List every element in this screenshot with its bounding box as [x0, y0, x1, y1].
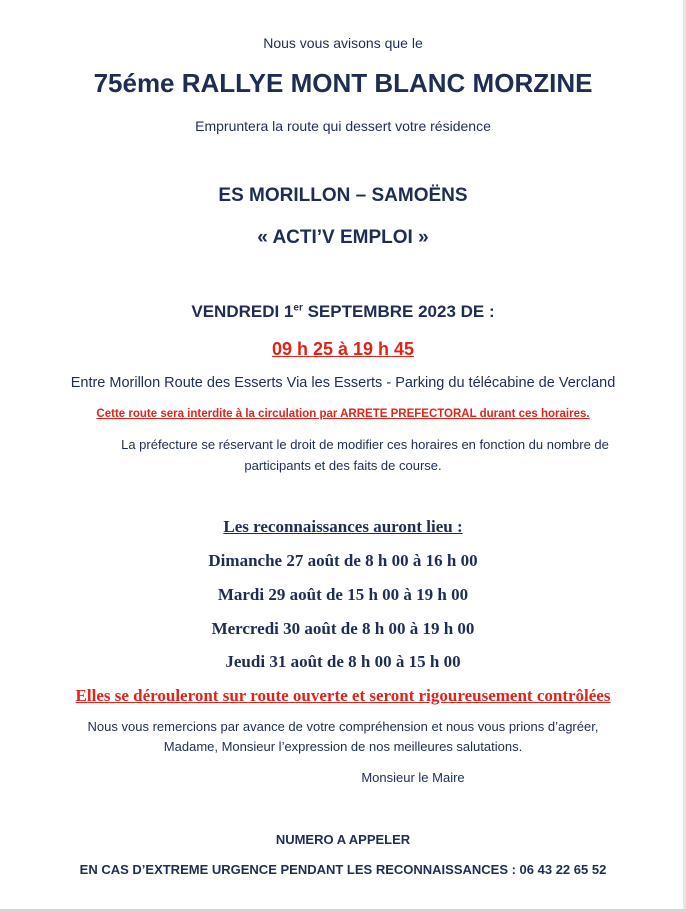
- date-superscript: er: [293, 302, 303, 314]
- event-title: 75éme RALLYE MONT BLANC MORZINE: [93, 68, 593, 98]
- reconnaissance-day: Jeudi 31 août de 8 h 00 à 15 h 00: [225, 652, 461, 671]
- stage-date: [0, 302, 686, 322]
- intro-text: Nous vous avisons que le: [263, 35, 423, 51]
- open-road-warning: Elles se dérouleront sur route ouverte et seront rigoureusement contrôlées: [75, 686, 611, 705]
- stage-sponsor: « ACTI’V EMPLOI »: [257, 227, 429, 248]
- stage-name: ES MORILLON – SAMOËNS: [218, 185, 468, 206]
- route-description: Entre Morillon Route des Esserts Via les Esserts - Parking du télécabine de Vercland: [70, 375, 616, 391]
- date-suffix: SEPTEMBRE 2023 DE :: [302, 302, 495, 321]
- reconnaissance-day: Mercredi 30 août de 8 h 00 à 19 h 00: [211, 619, 475, 638]
- prefecture-line-1: La préfecture se réservant le droit de modifier ces horaires en fonction du nombre de: [121, 437, 609, 452]
- prohibition-notice: Cette route sera interdite à la circulation par ARRETE PREFECTORAL durant ces horaires.: [96, 408, 590, 420]
- closing-line-1: Nous vous remercions par avance de votre compréhension et nous vous prions d’agréer,: [87, 719, 599, 734]
- closure-hours: 09 h 25 à 19 h 45: [271, 339, 415, 359]
- date-prefix: VENDREDI 1: [191, 302, 294, 321]
- emergency-contact-line: EN CAS D’EXTREME URGENCE PENDANT LES RECONNAISSANCES : 06 43 22 65 52: [79, 862, 607, 877]
- reconnaissance-day: Dimanche 27 août de 8 h 00 à 16 h 00: [208, 551, 478, 570]
- subtitle-text: Empruntera la route qui dessert votre résidence: [195, 118, 491, 134]
- signature: Monsieur le Maire: [361, 770, 465, 785]
- prefecture-line-2: participants et des faits de course.: [244, 458, 442, 473]
- reconnaissance-day: Mardi 29 août de 15 h 00 à 19 h 00: [217, 585, 469, 604]
- reconnaissances-heading: Les reconnaissances auront lieu :: [223, 517, 463, 536]
- closing-line-2: Madame, Monsieur l’expression de nos meilleures salutations.: [163, 739, 523, 754]
- contact-heading: NUMERO A APPELER: [275, 832, 411, 847]
